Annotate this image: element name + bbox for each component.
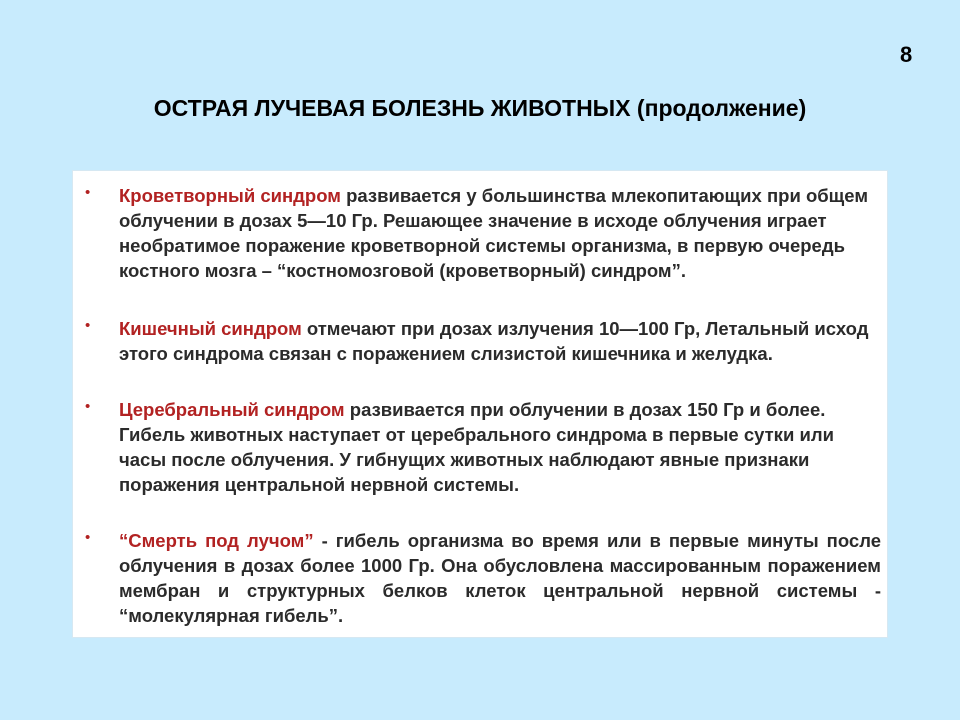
content-box bbox=[72, 170, 888, 638]
bullet-description: развивается у большинства млекопитающих при общем облучении в дозах 5—10 Гр. Решающее значение в исходе облучения играет необратимое поражение кроветворной системы организма, в первую очередь костного мозга – “костномозговой (кроветворный) синдром”. bbox=[119, 185, 869, 281]
bullet-icon: • bbox=[85, 529, 91, 546]
bullet-text bbox=[119, 528, 881, 628]
bullet-icon: • bbox=[85, 398, 91, 415]
bullet-term: Кишечный синдром bbox=[119, 318, 302, 339]
bullet-term: “Смерть под лучом” bbox=[119, 530, 314, 551]
bullet-text bbox=[119, 316, 869, 366]
slide-title: ОСТРАЯ ЛУЧЕВАЯ БОЛЕЗНЬ ЖИВОТНЫХ (продолжение) bbox=[153, 95, 807, 121]
bullet-description: развивается при облучении в дозах 150 Гр и более. Гибель животных наступает от церебрального синдрома в первые сутки или часы после облучения. У гибнущих животных наблюдают явные признаки поражения центральной нервной системы. bbox=[119, 399, 834, 495]
bullet-description: отмечают при дозах излучения 10—100 Гр, Летальный исход этого синдрома связан с поражением слизистой кишечника и желудка. bbox=[119, 318, 869, 364]
bullet-icon: • bbox=[85, 184, 91, 201]
bullet-term: Церебральный синдром bbox=[119, 399, 345, 420]
bullet-description: - гибель организма во время или в первые минуты после облучения в дозах более 1000 Гр. Она обусловлена массированным поражением мембран и структурных белков клеток центральной нервной системы - “молекулярная гибель”. bbox=[119, 530, 881, 626]
bullet-text bbox=[119, 397, 864, 497]
bullet-icon: • bbox=[85, 317, 91, 334]
bullet-term: Кроветворный синдром bbox=[119, 185, 341, 206]
bullet-text bbox=[119, 183, 869, 283]
page-number: 8 bbox=[900, 42, 913, 67]
